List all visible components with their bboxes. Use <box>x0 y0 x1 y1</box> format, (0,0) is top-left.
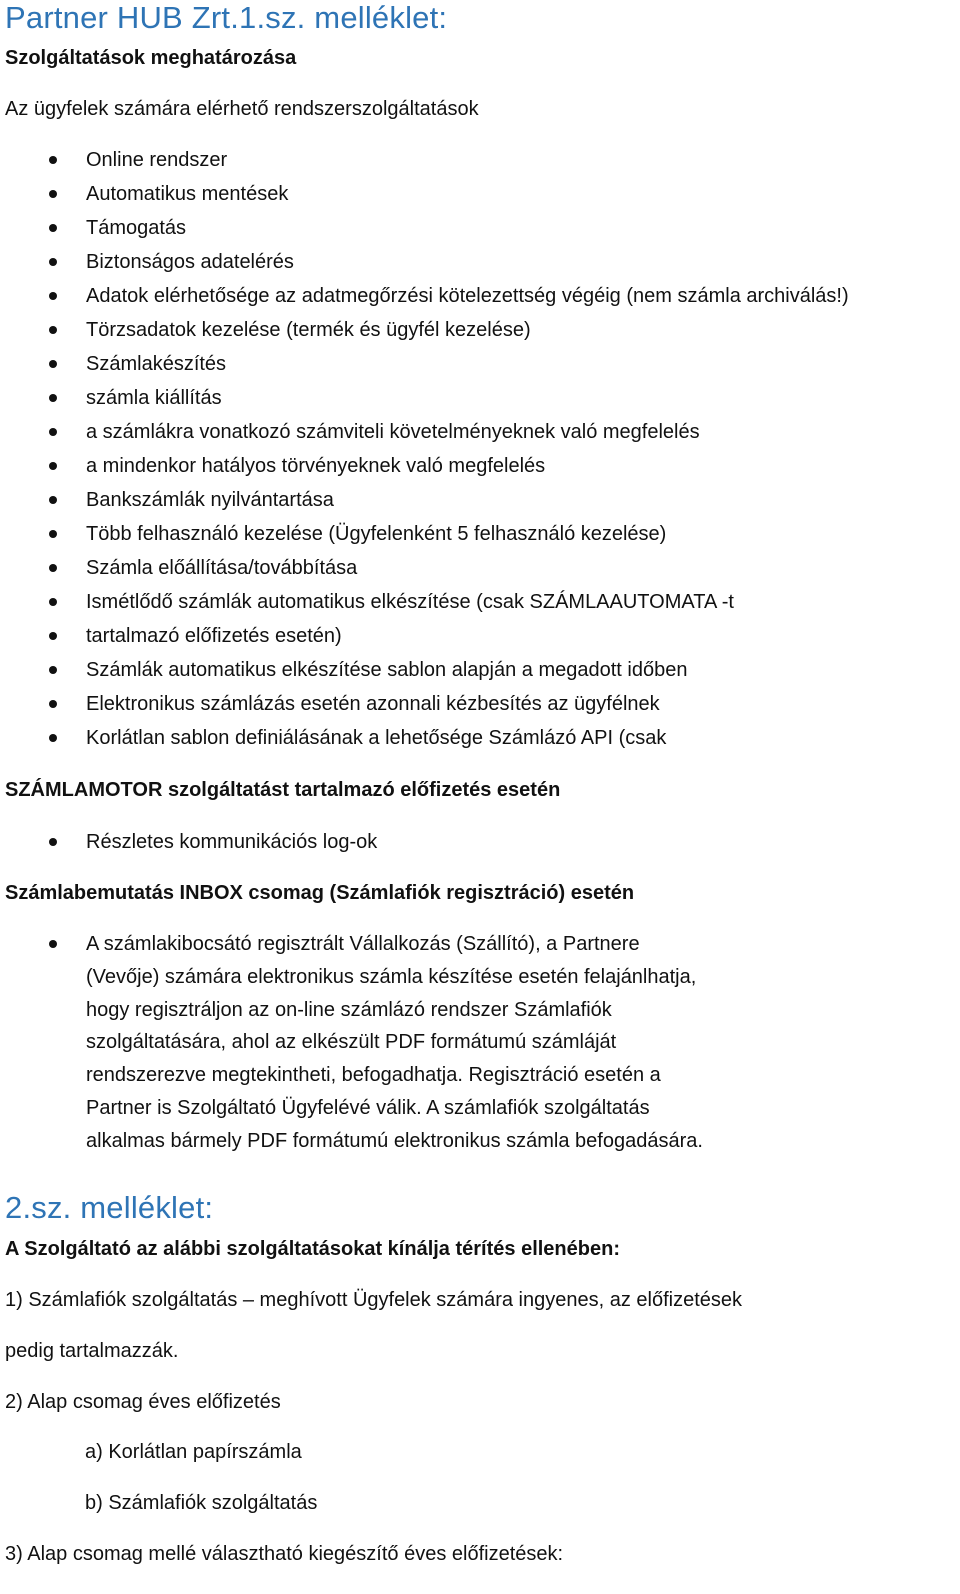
list-item-text: a mindenkor hatályos törvényeknek való megfelelés <box>86 455 546 477</box>
list-item <box>5 551 955 585</box>
bullet-dot <box>49 666 57 674</box>
item-1-line-2: pedig tartalmazzák. <box>5 1340 179 1362</box>
paragraph-line: szolgáltatására, ahol az elkészült PDF formátumú számláját <box>86 1031 617 1054</box>
list-item-text: Automatikus mentések <box>86 183 289 205</box>
subheading-services: Szolgáltatások meghatározása <box>5 47 297 69</box>
paragraph-line: (Vevője) számára elektronikus számla készítése esetén felajánlhatja, <box>86 965 697 988</box>
bullet-dot <box>49 598 57 606</box>
list-item-text: Biztonságos adatelérés <box>86 251 294 273</box>
bullet-dot <box>49 496 57 504</box>
bullet-dot <box>49 530 57 538</box>
intro-text: Az ügyfelek számára elérhető rendszerszolgáltatások <box>5 98 479 120</box>
inbox-description <box>5 928 955 1158</box>
item-2: 2) Alap csomag éves előfizetés <box>5 1391 281 1413</box>
bullet-dot <box>49 394 57 402</box>
item-2a: a) Korlátlan papírszámla <box>85 1441 302 1463</box>
list-item <box>5 381 955 415</box>
list-item-text: Részletes kommunikációs log-ok <box>86 831 378 853</box>
list-item-text: Számlakészítés <box>86 353 227 375</box>
list-item-text: Számlák automatikus elkészítése sablon alapján a megadott időben <box>86 659 688 681</box>
bullet-dot <box>49 838 57 846</box>
list-item-text: Számla előállítása/továbbítása <box>86 557 358 579</box>
list-item <box>5 313 955 347</box>
subheading-szamlamotor: SZÁMLAMOTOR szolgáltatást tartalmazó előfizetés esetén <box>5 779 561 801</box>
bullet-dot <box>49 564 57 572</box>
list-item-text: Adatok elérhetősége az adatmegőrzési kötelezettség végéig (nem számla archiválás!) <box>86 285 849 307</box>
list-item <box>5 517 955 551</box>
bullet-dot <box>49 190 57 198</box>
services-list <box>5 143 955 755</box>
heading-attachment-2: 2.sz. melléklet: <box>5 1190 214 1225</box>
list-item-text: tartalmazó előfizetés esetén) <box>86 625 342 647</box>
list-item-text: Törzsadatok kezelése (termék és ügyfél kezelése) <box>86 319 531 341</box>
list-item <box>5 825 955 859</box>
list-item <box>5 177 955 211</box>
bullet-dot <box>49 462 57 470</box>
item-3: 3) Alap csomag mellé választható kiegészítő éves előfizetések: <box>5 1543 564 1565</box>
list-item-text: Korlátlan sablon definiálásának a lehetősége Számlázó API (csak <box>86 727 667 749</box>
list-item-text: Elektronikus számlázás esetén azonnali kézbesítés az ügyfélnek <box>86 693 660 715</box>
paragraph-line: A számlakibocsátó regisztrált Vállalkozás (Szállító), a Partnere <box>86 933 640 955</box>
list-item <box>5 585 955 619</box>
paragraph-line: alkalmas bármely PDF formátumú elektronikus számla befogadására. <box>86 1129 703 1152</box>
list-item <box>5 143 955 177</box>
list-item <box>5 483 955 517</box>
bullet-dot <box>49 156 57 164</box>
paragraph-line: Partner is Szolgáltató Ügyfelévé válik. A számlafiók szolgáltatás <box>86 1096 650 1119</box>
list-item <box>5 245 955 279</box>
list-item-text: Több felhasználó kezelése (Ügyfelenként 5 felhasználó kezelése) <box>86 523 667 545</box>
subheading-inbox: Számlabemutatás INBOX csomag (Számlafiók regisztráció) esetén <box>5 882 635 904</box>
list-item-text: Online rendszer <box>86 149 228 171</box>
heading-attachment-1: Partner HUB Zrt.1.sz. melléklet: <box>5 0 448 35</box>
subheading-paid-services: A Szolgáltató az alábbi szolgáltatásokat kínálja térítés ellenében: <box>5 1238 620 1260</box>
list-item-text: Ismétlődő számlák automatikus elkészítése (csak SZÁMLAAUTOMATA -t <box>86 591 734 613</box>
bullet-dot <box>49 700 57 708</box>
bullet-dot <box>49 428 57 436</box>
bullet-dot <box>49 292 57 300</box>
list-item-text: Bankszámlák nyilvántartása <box>86 489 334 511</box>
list-item <box>5 347 955 381</box>
bullet-dot <box>49 326 57 334</box>
list-item <box>5 279 955 313</box>
list-item <box>5 449 955 483</box>
list-item <box>5 653 955 687</box>
log-list <box>5 825 955 859</box>
item-1-line-1: 1) Számlafiók szolgáltatás – meghívott Ügyfelek számára ingyenes, az előfizetések <box>5 1289 743 1311</box>
bullet-dot <box>49 734 57 742</box>
bullet-dot <box>49 224 57 232</box>
bullet-dot <box>49 632 57 640</box>
list-item-text: Támogatás <box>86 217 187 239</box>
list-item <box>5 687 955 721</box>
list-item-text: számla kiállítás <box>86 387 222 409</box>
list-item <box>5 415 955 449</box>
bullet-dot <box>49 258 57 266</box>
bullet-dot <box>49 360 57 368</box>
bullet-dot <box>49 940 57 948</box>
list-item <box>5 721 955 755</box>
list-item-text: a számlákra vonatkozó számviteli követelményeknek való megfelelés <box>86 421 700 443</box>
item-2b: b) Számlafiók szolgáltatás <box>85 1492 318 1514</box>
paragraph-line: rendszerezve megtekintheti, befogadhatja. Regisztráció esetén a <box>86 1064 661 1087</box>
list-item <box>5 211 955 245</box>
paragraph-line: hogy regisztráljon az on-line számlázó rendszer Számlafiók <box>86 998 612 1021</box>
list-item <box>5 619 955 653</box>
